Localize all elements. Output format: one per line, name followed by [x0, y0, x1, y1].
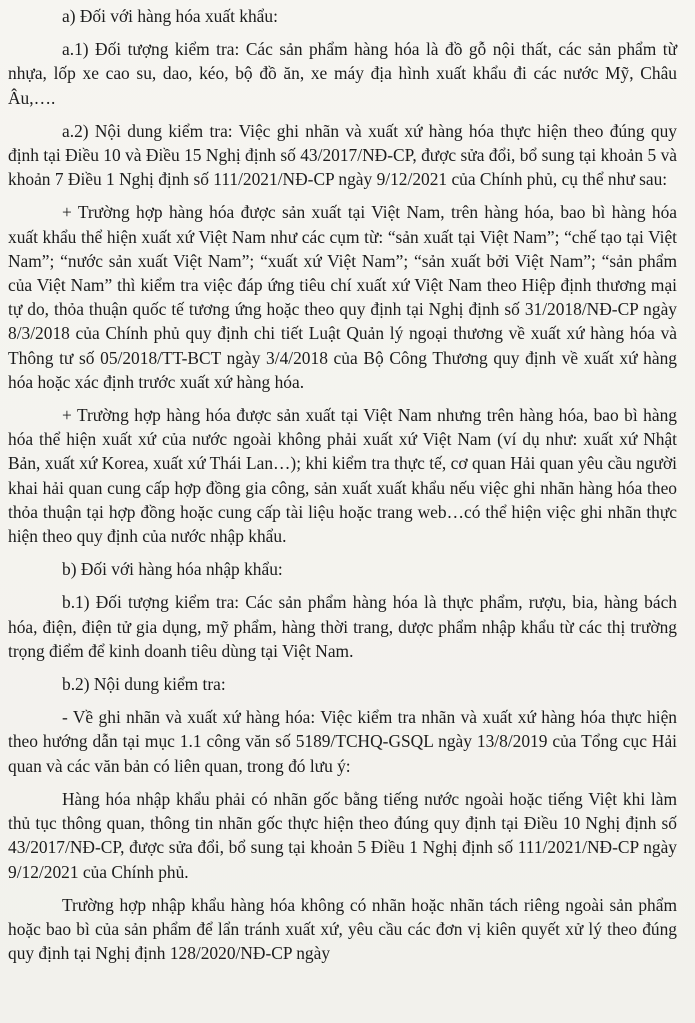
export-inspection-content: a.2) Nội dung kiểm tra: Việc ghi nhãn và xuất xứ hàng hóa thực hiện theo đúng quy định tại Điều 10 và Điều 15 Nghị định số 43/2017/NĐ-CP, được sửa đổi, bổ sung tại khoản 5 và khoản 7 Điều 1 Nghị định số 111/2021/NĐ-CP ngày 9/12/2021 của Chính phủ, cụ thể như sau: [8, 120, 677, 190]
heading-import-goods: b) Đối với hàng hóa nhập khẩu: [62, 559, 283, 580]
heading-export-goods: a) Đối với hàng hóa xuất khẩu: [62, 6, 278, 26]
export-case-foreign-origin: + Trường hợp hàng hóa được sản xuất tại Việt Nam nhưng trên hàng hóa, bao bì hàng hóa thể hiện xuất xứ của nước ngoài không phải xuất xứ Việt Nam (ví dụ như: xuất xứ Nhật Bản, xuất xứ Korea, xuất xứ Thái Lan…); khi kiểm tra thực tế, cơ quan Hải quan yêu cầu người khai hải quan cung cấp hợp đồng gia công, sản xuất xuất khẩu nếu việc ghi nhãn hàng hóa theo thỏa thuận tại hợp đồng hoặc cung cấp tài liệu hoặc trang web…có thể hiện việc ghi nhãn thực hiện theo quy định của nước nhập khẩu. [8, 405, 677, 547]
export-inspection-subject: a.1) Đối tượng kiểm tra: Các sản phẩm hàng hóa là đồ gỗ nội thất, các sản phẩm từ nhựa, lốp xe cao su, dao, kéo, bộ đồ ăn, xe máy địa hình xuất khẩu đi các nước Mỹ, Châu Âu,…. [8, 39, 677, 108]
import-inspection-content-heading: b.2) Nội dung kiểm tra: [62, 674, 226, 695]
import-original-label-requirement: Hàng hóa nhập khẩu phải có nhãn gốc bằng tiếng nước ngoài hoặc tiếng Việt khi làm thủ tục thông quan, thông tin nhãn gốc thực hiện theo đúng quy định tại Điều 10 Nghị định số 43/2017/NĐ-CP, được sửa đổi, bổ sung tại khoản 5 Điều 1 Nghị định số 111/2021/NĐ-CP ngày 9/12/2021 của Chính phủ. [8, 788, 677, 882]
import-labeling-origin: - Về ghi nhãn và xuất xứ hàng hóa: Việc kiểm tra nhãn và xuất xứ hàng hóa thực hiện theo hướng dẫn tại mục 1.1 công văn số 5189/TCHQ-GSQL ngày 13/8/2019 của Tổng cục Hải quan và các văn bản có liên quan, trong đó lưu ý: [8, 707, 677, 776]
export-case-vietnam-origin: + Trường hợp hàng hóa được sản xuất tại Việt Nam, trên hàng hóa, bao bì hàng hóa xuất khẩu thể hiện xuất xứ Việt Nam như các cụm từ: “sản xuất tại Việt Nam”; “chế tạo tại Việt Nam”; “nước sản xuất Việt Nam”; “xuất xứ Việt Nam”; “sản xuất bởi Việt Nam”; “sản phẩm của Việt Nam” thì kiểm tra việc đáp ứng tiêu chí xuất xứ Việt Nam theo Hiệp định thương mại tự do, thỏa thuận quốc tế tương ứng hoặc theo quy định tại Nghị định số 31/2018/NĐ-CP ngày 8/3/2018 của Chính phủ quy định chi tiết Luật Quản lý ngoại thương về xuất xứ hàng hóa và Thông tư số 05/2018/TT-BCT ngày 3/4/2018 của Bộ Công Thương quy định về xuất xứ hàng hóa hoặc xác định trước xuất xứ hàng hóa. [8, 202, 677, 392]
import-inspection-subject: b.1) Đối tượng kiểm tra: Các sản phẩm hàng hóa là thực phẩm, rượu, bia, hàng bách hóa, điện, điện tử gia dụng, mỹ phẩm, hàng thời trang, dược phẩm nhập khẩu từ các thị trường trọng điểm để kinh doanh tiêu dùng tại Việt Nam. [8, 592, 677, 661]
import-no-label-case: Trường hợp nhập khẩu hàng hóa không có nhãn hoặc nhãn tách riêng ngoài sản phẩm hoặc bao bì của sản phẩm để lẩn tránh xuất xứ, yêu cầu các đơn vị kiên quyết xử lý theo đúng quy định tại Nghị định 128/2020/NĐ-CP ngày [8, 894, 677, 964]
